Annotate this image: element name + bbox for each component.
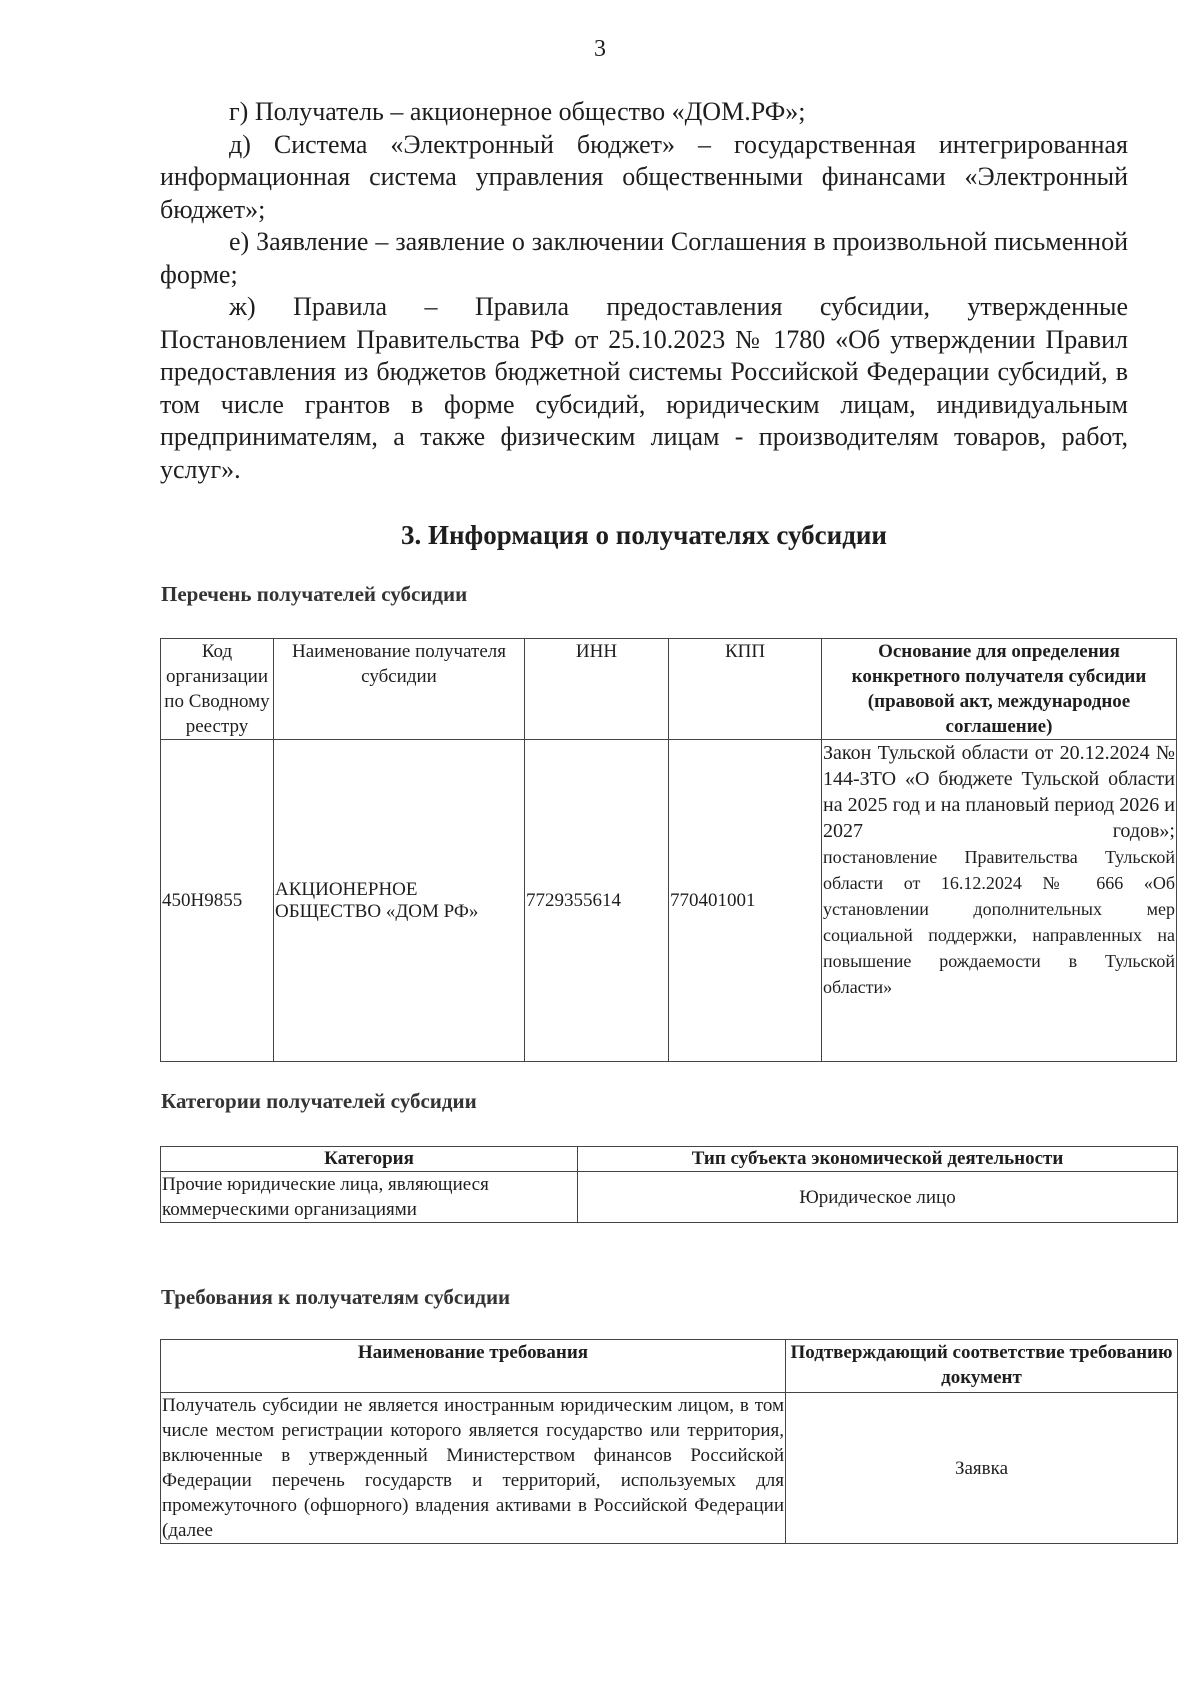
page-number: 3 [594, 36, 606, 62]
table-header-row [161, 1340, 1178, 1393]
basis-law: Закон Тульской области от 20.12.2024 № 144-ЗТО «О бюджете Тульской области на 2025 год и на плановый период 2026 и 2027 годов»; [823, 742, 1175, 842]
definitions-list [160, 96, 1128, 486]
table-row [161, 1393, 1178, 1544]
requirements-title: Требования к получателям субсидии [161, 1285, 511, 1309]
header-kpp: КПП [669, 639, 822, 740]
requirements-table [160, 1339, 1178, 1544]
document-cell: Заявка [786, 1393, 1178, 1544]
recipients-list-title: Перечень получателей субсидии [161, 582, 468, 606]
header-requirement: Наименование требования [161, 1340, 786, 1393]
inn-cell: 7729355614 [525, 740, 669, 1062]
section-title: 3. Информация о получателях субсидии [401, 520, 887, 550]
definition-application: е) Заявление – заявление о заключении Соглашения в произвольной письменной форме; [160, 227, 1128, 289]
kpp-cell: 770401001 [669, 740, 822, 1062]
definition-recipient: г) Получатель – акционерное общество «ДОМ.РФ»; [229, 97, 806, 126]
entity-type-cell: Юридическое лицо [578, 1172, 1178, 1223]
header-entity-type: Тип субъекта экономической деятельности [578, 1147, 1178, 1172]
categories-table [160, 1146, 1178, 1223]
table-header-row [161, 1147, 1178, 1172]
basis-resolution: постановление Правительства Тульской области от 16.12.2024 № 666 «Об установлении дополнительных мер социальной поддержки, направленных на повышение рождаемости в Тульской области» [823, 847, 1175, 997]
categories-title: Категории получателей субсидии [161, 1089, 477, 1113]
definition-rules: ж) Правила – Правила предоставления субсидии, утвержденные Постановлением Правительства РФ от 25.10.2023 № 1780 «Об утверждении Правил предоставления из бюджетов бюджетной системы Российской Федерации субсидий, в том числе грантов в форме субсидий, юридическим лицам, индивидуальным предпринимателям, а также физическим лицам - производителям товаров, работ, услуг». [160, 292, 1128, 484]
table-row [161, 1172, 1178, 1223]
table-row [161, 740, 1177, 1062]
header-org-code: Код организации по Сводному реестру [161, 639, 274, 740]
category-cell: Прочие юридические лица, являющиеся коммерческими организациями [161, 1172, 578, 1223]
recipient-name-cell: АКЦИОНЕРНОЕ ОБЩЕСТВО «ДОМ РФ» [274, 740, 525, 1062]
header-document: Подтверждающий соответствие требованию документ [786, 1340, 1178, 1393]
recipients-table [160, 638, 1177, 1062]
header-basis: Основание для определения конкретного получателя субсидии (правовой акт, международное соглашение) [822, 639, 1177, 740]
org-code-cell: 450Н9855 [161, 740, 274, 1062]
table-header-row [161, 639, 1177, 740]
basis-cell [822, 740, 1177, 1062]
definition-electronic-budget: д) Система «Электронный бюджет» – государственная интегрированная информационная система управления общественными финансами «Электронный бюджет»; [160, 129, 1128, 224]
header-inn: ИНН [525, 639, 669, 740]
requirement-cell: Получатель субсидии не является иностранным юридическим лицом, в том числе местом регистрации которого является государство или территория, включенные в утвержденный Министерством финансов Российской Федерации перечень государств и территорий, используемых для промежуточного (офшорного) владения активами в Российской Федерации (далее [161, 1393, 786, 1544]
header-category: Категория [161, 1147, 578, 1172]
header-recipient-name: Наименование получателя субсидии [274, 639, 525, 740]
